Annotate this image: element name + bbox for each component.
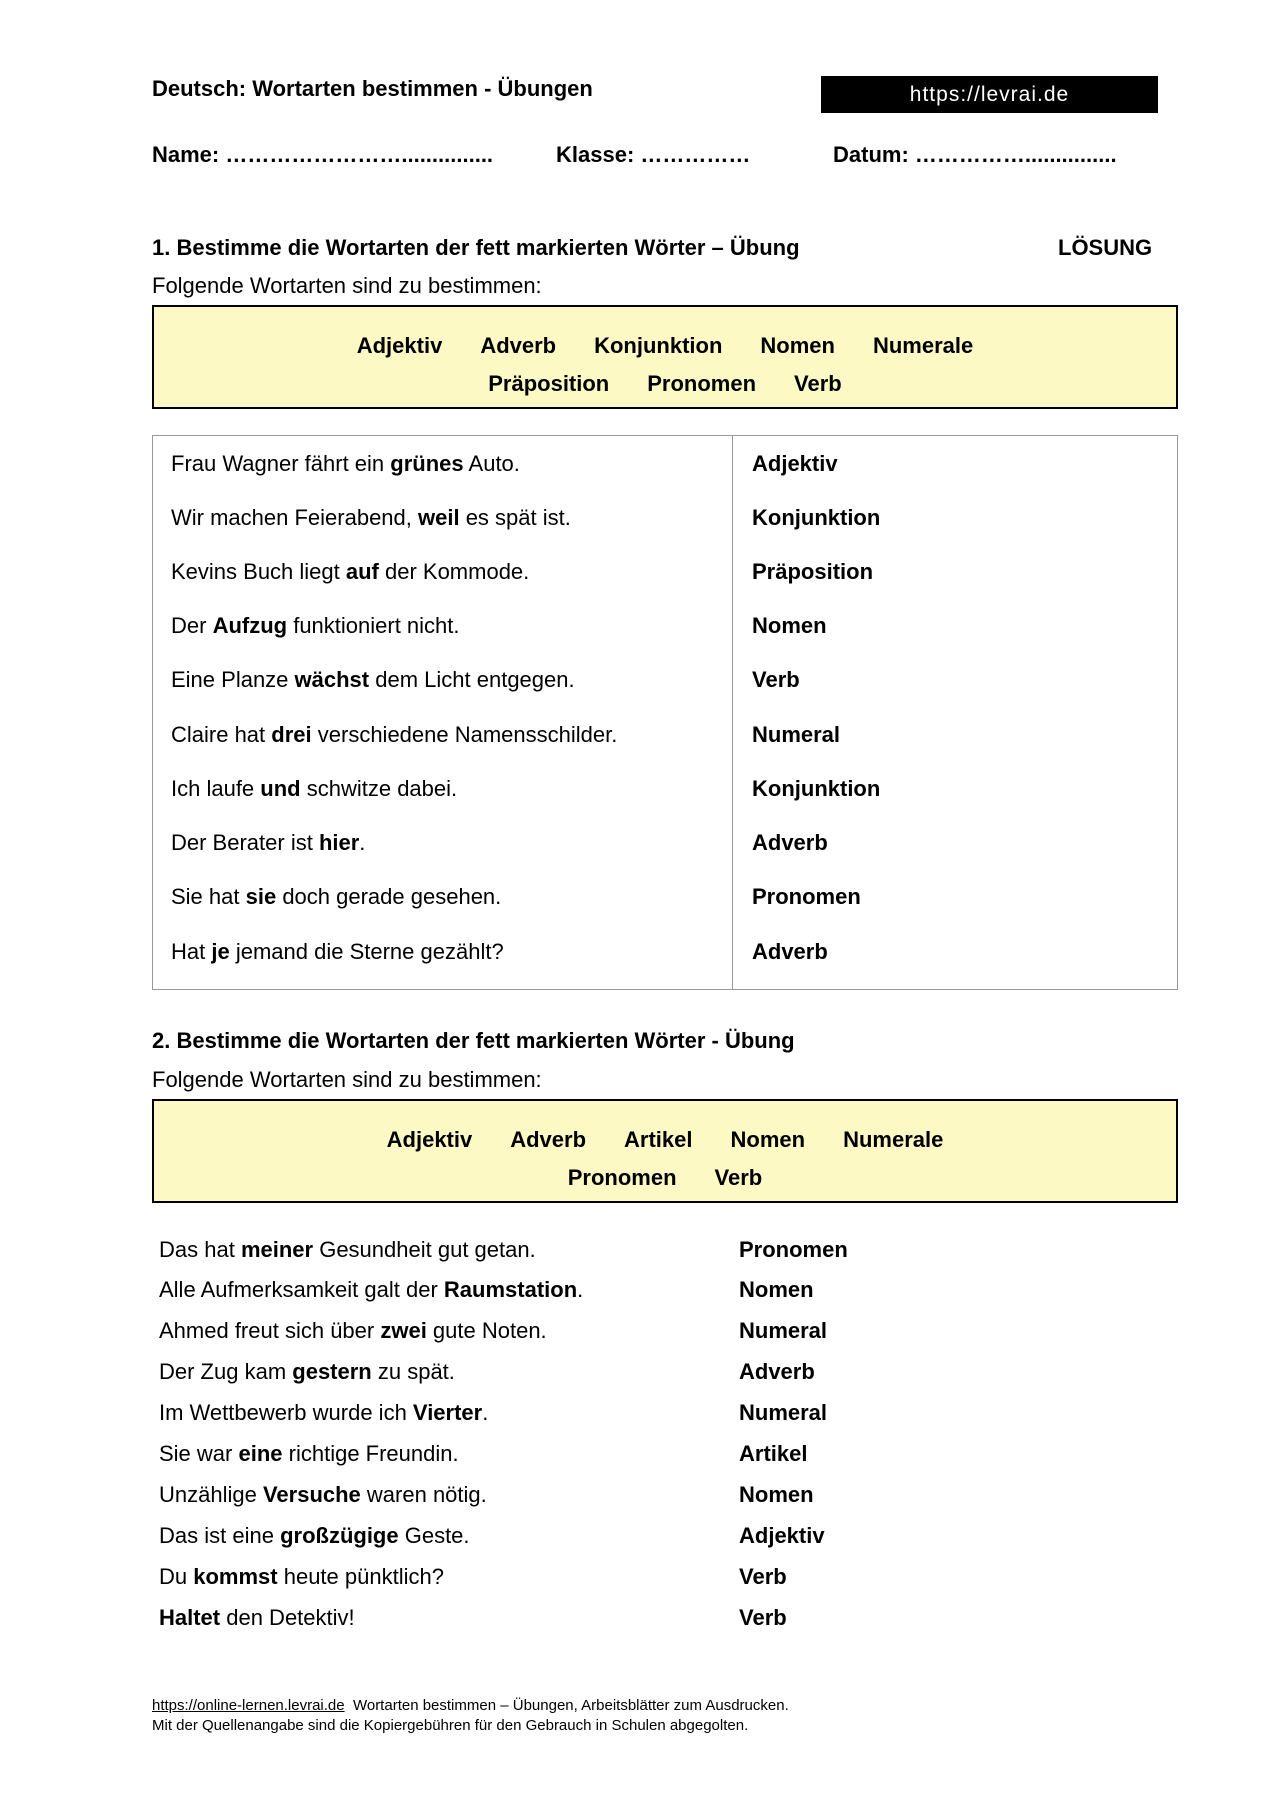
answer: Adjektiv xyxy=(739,1523,825,1548)
sentence: Hat je jemand die Sterne gezählt? xyxy=(171,939,504,964)
word-chip: Konjunktion xyxy=(594,333,723,358)
sentence: Der Aufzug funktioniert nicht. xyxy=(171,613,460,638)
solution-label: LÖSUNG xyxy=(1058,235,1153,260)
table-row xyxy=(153,761,1177,815)
sentence: Ahmed freut sich über zwei gute Noten. xyxy=(159,1318,547,1343)
list-item xyxy=(159,1277,1179,1317)
word-chip: Präposition xyxy=(488,371,610,396)
word-chip: Nomen xyxy=(730,1127,806,1152)
table-row xyxy=(153,544,1177,598)
footer-line-1: https://online-lernen.levrai.de Wortarten bestimmen – Übungen, Arbeitsblätter zum Ausdrucken. xyxy=(152,1697,789,1714)
answer: Adjektiv xyxy=(752,451,838,476)
section2-heading: 2. Bestimme die Wortarten der fett markierten Wörter - Übung xyxy=(152,1028,795,1053)
word-chip: Adjektiv xyxy=(356,333,443,358)
answer: Nomen xyxy=(752,613,827,638)
word-line-2 xyxy=(154,1165,1176,1191)
sentence: Der Zug kam gestern zu spät. xyxy=(159,1359,455,1384)
table-row xyxy=(153,436,1177,490)
sentence: Kevins Buch liegt auf der Kommode. xyxy=(171,559,530,584)
answer: Konjunktion xyxy=(752,505,881,530)
section2-intro: Folgende Wortarten sind zu bestimmen: xyxy=(152,1067,542,1092)
list-item xyxy=(159,1564,1179,1604)
answer: Adverb xyxy=(752,830,828,855)
section1-table xyxy=(152,435,1178,990)
answer: Verb xyxy=(752,667,800,692)
table-row xyxy=(153,490,1177,544)
answer: Adverb xyxy=(752,939,828,964)
sentence: Wir machen Feierabend, weil es spät ist. xyxy=(171,505,571,530)
page-title: Deutsch: Wortarten bestimmen - Übungen xyxy=(152,76,593,101)
section2-word-box xyxy=(152,1099,1178,1203)
sentence: Sie war eine richtige Freundin. xyxy=(159,1441,459,1466)
footer-link[interactable]: https://online-lernen.levrai.de xyxy=(152,1697,345,1714)
word-chip: Verb xyxy=(714,1165,763,1190)
sentence: Du kommst heute pünktlich? xyxy=(159,1564,444,1589)
table-row xyxy=(153,815,1177,869)
section1-word-box xyxy=(152,305,1178,409)
sentence: Haltet den Detektiv! xyxy=(159,1605,355,1630)
sentence: Sie hat sie doch gerade gesehen. xyxy=(171,884,502,909)
answer: Artikel xyxy=(739,1441,808,1466)
word-line-2 xyxy=(154,371,1176,397)
section1-intro: Folgende Wortarten sind zu bestimmen: xyxy=(152,273,542,298)
sentence: Das hat meiner Gesundheit gut getan. xyxy=(159,1237,536,1262)
table-row xyxy=(153,869,1177,923)
table-row xyxy=(153,598,1177,652)
sentence: Der Berater ist hier. xyxy=(171,830,366,855)
word-chip: Adverb xyxy=(510,1127,587,1152)
sentence: Frau Wagner fährt ein grünes Auto. xyxy=(171,451,520,476)
answer: Verb xyxy=(739,1564,787,1589)
table-row xyxy=(153,652,1177,706)
word-chip: Numerale xyxy=(872,333,974,358)
answer: Präposition xyxy=(752,559,874,584)
list-item xyxy=(159,1400,1179,1440)
answer: Verb xyxy=(739,1605,787,1630)
list-item xyxy=(159,1318,1179,1358)
answer: Nomen xyxy=(739,1482,814,1507)
answer: Numeral xyxy=(739,1318,828,1343)
word-chip: Artikel xyxy=(624,1127,693,1152)
word-chip: Numerale xyxy=(843,1127,944,1152)
sentence: Das ist eine großzügige Geste. xyxy=(159,1523,470,1548)
answer: Nomen xyxy=(739,1277,814,1302)
name-field: Name: ……………………............... xyxy=(152,142,494,167)
list-item xyxy=(159,1523,1179,1563)
footer xyxy=(152,1696,789,1736)
answer: Numeral xyxy=(752,722,841,747)
section1-heading: 1. Bestimme die Wortarten der fett markierten Wörter – Übung xyxy=(152,235,800,260)
word-chip: Adjektiv xyxy=(386,1127,473,1152)
sentence: Ich laufe und schwitze dabei. xyxy=(171,776,458,801)
sentence: Unzählige Versuche waren nötig. xyxy=(159,1482,487,1507)
list-item xyxy=(159,1605,1179,1645)
sentence: Claire hat drei verschiedene Namensschilder. xyxy=(171,722,618,747)
sentence: Eine Planze wächst dem Licht entgegen. xyxy=(171,667,575,692)
url-badge: https://levrai.de xyxy=(821,76,1158,113)
sentence: Im Wettbewerb wurde ich Vierter. xyxy=(159,1400,489,1425)
word-chip: Adverb xyxy=(480,333,557,358)
word-chip: Nomen xyxy=(760,333,835,358)
word-line-1 xyxy=(154,1127,1176,1153)
table-row xyxy=(153,707,1177,761)
word-line-1 xyxy=(154,333,1176,359)
word-chip: Verb xyxy=(794,371,842,396)
datum-field: Datum: ……………............... xyxy=(833,142,1117,167)
answer: Pronomen xyxy=(752,884,861,909)
klasse-field: Klasse: …………… xyxy=(556,142,751,167)
answer: Adverb xyxy=(739,1359,815,1384)
list-item xyxy=(159,1482,1179,1522)
answer: Konjunktion xyxy=(752,776,881,801)
answer: Numeral xyxy=(739,1400,828,1425)
word-chip: Pronomen xyxy=(647,371,757,396)
footer-line-2: Mit der Quellenangabe sind die Kopiergebühren für den Gebrauch in Schulen abgegolten. xyxy=(152,1717,749,1734)
sentence: Alle Aufmerksamkeit galt der Raumstation. xyxy=(159,1277,584,1302)
word-chip: Pronomen xyxy=(567,1165,677,1190)
list-item xyxy=(159,1441,1179,1481)
list-item xyxy=(159,1359,1179,1399)
table-row xyxy=(153,924,1177,978)
list-item xyxy=(159,1237,1179,1277)
answer: Pronomen xyxy=(739,1237,848,1262)
